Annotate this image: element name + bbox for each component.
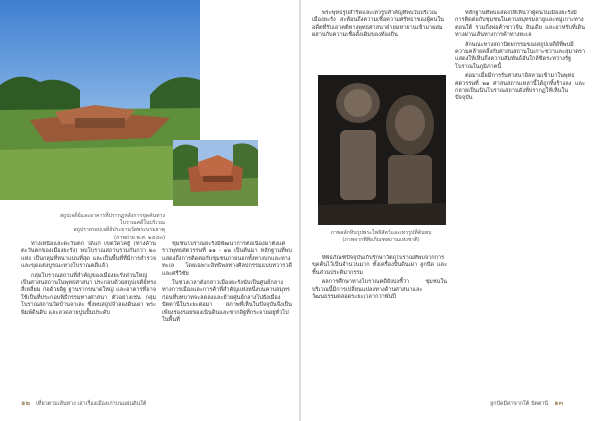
left-footer [21,398,146,409]
page-number: ๑๒ [21,399,31,407]
running-footer: ลูกปัดมีค่าจากใต้ ปัตตานี [490,400,549,407]
left-column-2 [162,241,292,391]
paragraph: ผลการศึกษาทางโบราณคดียังบ่งชี้ว่า ชุมชนในบริเวณนี้มีการเปลี่ยนแปลงทางด้านศาสนาและวัฒนธรรมตลอดระยะเวลากว่าพันปี [312,279,447,301]
paragraph: ทางเหนือและตะวันตก ได้แก่ เขตวัดโคยู้ (ทางด้านตะวันตกของเมืองยะรัง) พบโบราณสถานรวมกันกว่า ๒๐ แห่ง เป็นกลุ่มที่หนาแน่นที่สุด และเป็นพื้นที่ที่มีการสำรวจและขุดแต่งบูรณะทางโบราณคดีแล้ว [21,241,156,270]
photo-caption-line: (ภาพถ่าย พ.ศ. ๒๕๔๓) [113,234,165,241]
paragraph: กลุ่มโบราณสถานที่สำคัญของเมืองยะรังส่วนใหญ่เป็นศาสนสถานในพุทธศาสนา ประกอบด้วยสถูปเจดีย์ทรงสี่เหลี่ยม ก่อด้วยอิฐ ฐานรากขนาดใหญ่ และอาคารที่อาจใช้เป็นที่ประกอบพิธีกรรมทางศาสนา ตัวอย่างเช่น กลุ่มโบราณสถานวัดบ้านจาเละ ซึ่งพบสถูปจำลองดินเผา พระพิมพ์ดินดิบ และลวดลายปูนปั้นประดับ [21,272,156,316]
paragraph: ในช่วงเวลาดังกล่าวเมืองยะรังนับเป็นศูนย์กลางทางการเมืองและการค้าที่สำคัญแห่งหนึ่งบนคาบสมุทร ก่อนที่บทบาทจะลดลงและย้ายศูนย์กลางไปยังเมืองปัตตานีในระยะต่อมา สภาพที่เห็นในปัจจุบันจึงเป็นเพียงร่องรอยของเนินดินและซากอิฐที่กระจายอยู่ทั่วไปในพื้นที่ [162,280,292,324]
paragraph: พระพุทธรูปสำริดและเทวรูปสำคัญที่พบในบริเวณเมืองยะรัง สะท้อนถึงความเชื่อความศรัทธาของผู้คนในอดีตที่รับเอาคติทางพุทธศาสนาฝ่ายมหายานเข้ามาผสมผสานกับความเชื่อดั้งเดิมของท้องถิ่น [312,10,444,39]
paragraph: พิพิธภัณฑ์ปัจจุบันเก็บรักษาวัตถุโบราณที่พบจากการขุดค้นไว้เป็นจำนวนมาก ทั้งเครื่องปั้นดินเผา ลูกปัด และชิ้นส่วนประติมากรรม [312,255,447,276]
left-column-1 [21,241,156,391]
running-footer: เที่ยวตามเส้นทาง เล่าเรื่องเมืองเก่าบนแผ่นดินใต้ [36,400,147,407]
ruins-panorama-photo [0,0,200,200]
brick-stupa-photo [173,140,258,206]
right-column-1-top [312,10,444,68]
photo-caption [55,213,165,242]
sculpture-caption [310,230,452,244]
right-column-1-bottom [312,255,447,391]
right-footer [490,398,563,409]
sculpture-caption-line: ภาพสลักหินรูปพระโพธิสัตว์และเทวรูปที่ค้นพบ [330,230,432,236]
paragraph: หลักฐานที่พบแสดงให้เห็นว่าผู้คนในเมืองยะรังมีการติดต่อกับชุมชนในคาบสมุทรมลายูและหมู่เกาะทางตอนใต้ รวมถึงพ่อค้าชาวจีน อินเดีย และอาหรับที่เดินทางผ่านเส้นทางการค้าทางทะเล [455,10,585,39]
book-gutter [299,0,301,421]
photo-caption-line: สถูปเจดีย์และอาคารที่ปรากฏหลังการขุดค้นทางโบราณคดีในบริเวณ [59,213,165,227]
photo-caption-line: สถูปรายรอบเจดีย์ประธานวัดพระบรมธาตุ [73,227,165,234]
paragraph: ต่อมาเมื่อมีการรับศาสนาอิสลามเข้ามาในพุทธศตวรรษที่ ๒๑ ศาสนสถานเหล่านี้ได้ถูกทิ้งร้างลง และกลายเป็นเนินโบราณสถานดังที่ปรากฏให้เห็นในปัจจุบัน [455,73,585,102]
right-column-2 [455,10,585,391]
sculpture-caption-line: (ภาพจากพิพิธภัณฑสถานแห่งชาติ) [342,237,420,244]
page-number: ๑๓ [554,399,564,407]
sculpture-photo [318,75,446,225]
paragraph: ลักษณะทางสถาปัตยกรรมของสถูปเจดีย์ที่พบมีความคล้ายคลึงกับศาสนสถานในเกาะชวาและสุมาตรา แสดงให้เห็นถึงความสัมพันธ์อันใกล้ชิดระหว่างรัฐโบราณในภูมิภาคนี้ [455,41,585,70]
paragraph: ชุมชนโบราณยะรังมีพัฒนาการต่อเนื่องมาตั้งแต่ราวพุทธศตวรรษที่ ๑๑ - ๑๒ เป็นต้นมา หลักฐานที่พบแสดงถึงการติดต่อกับชุมชนภายนอกทั้งทางบกและทางทะเล โดยเฉพาะอิทธิพลทางศิลปกรรมแบบทวารวดีและศรีวิชัย [162,241,292,277]
